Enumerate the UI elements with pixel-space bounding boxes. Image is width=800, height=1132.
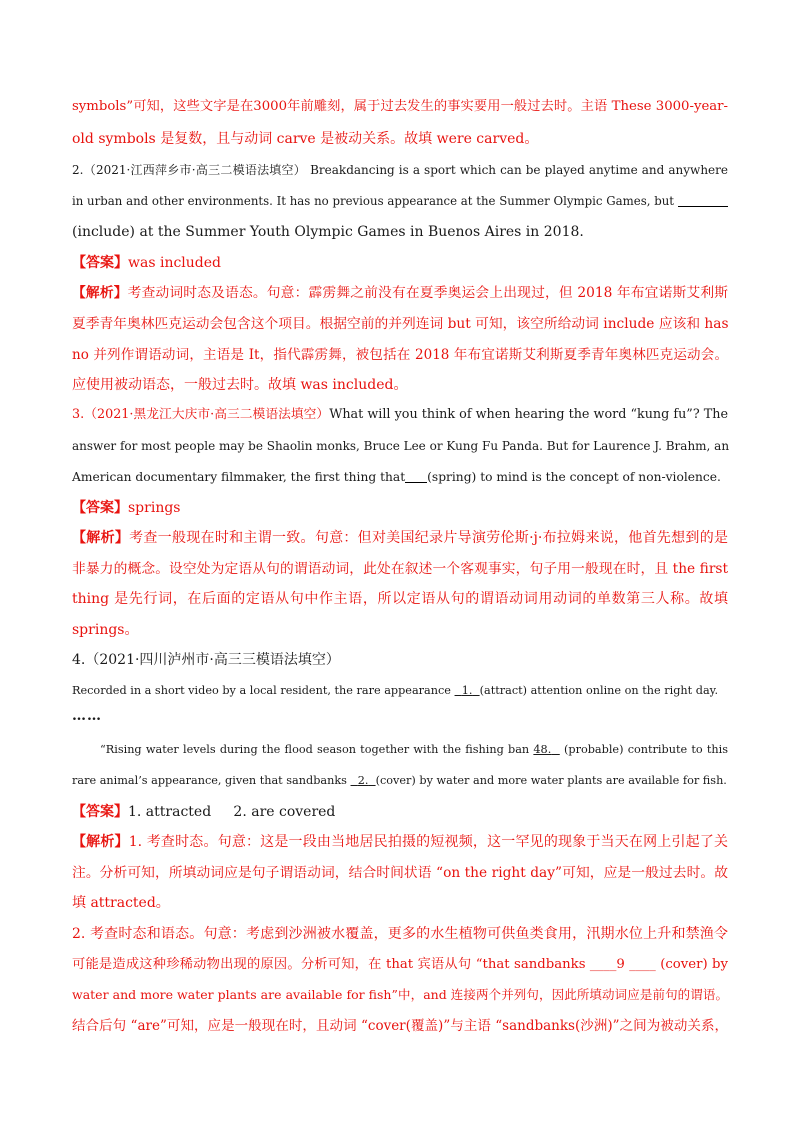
- question-4-line: rare animal’s appearance, given that sandbanks 2. (cover) by water and more water plants are available for fish.: [72, 774, 727, 787]
- answer-line: [72, 499, 728, 517]
- question-3-line: American documentary filmmaker, the first thing that (spring) to mind is the concept of non-violence.: [72, 470, 721, 484]
- explanation-tag: 【解析】: [72, 834, 129, 850]
- ellipsis: ……: [72, 708, 102, 724]
- answer-blank: 1.: [461, 684, 473, 697]
- question-2-line: 2.（2021·江西萍乡市·高三二模语法填空） Breakdancing is a sport which can be played anytime and anywhere: [72, 163, 728, 177]
- question-source: 3.（2021·黑龙江大庆市·高三二模语法填空）: [72, 407, 330, 422]
- answer-line: [72, 254, 728, 272]
- explanation-line: old symbols 是复数，且与动词 carve 是被动关系。故填 were carved。: [72, 131, 539, 147]
- explanation-line: thing 是先行词，在后面的定语从句中作主语，所以定语从句的谓语动词用动词的单数第三人称。故填: [72, 591, 728, 607]
- explanation-tag: 【解析】: [72, 285, 128, 301]
- explanation-line: 可能是造成这种珍稀动物出现的原因。分析可知，在 that 宾语从句 “that sandbanks ____9 ____ (cover) by: [72, 957, 728, 972]
- question-2-line: (include) at the Summer Youth Olympic Games in Buenos Aires in 2018.: [72, 224, 584, 240]
- answer-blank: 2.: [357, 774, 369, 787]
- explanation-line: no 并列作谓语动词，主语是 It，指代霹雳舞，被包括在 2018 年布宜诺斯艾利斯夏季青年奥林匹克运动会。: [72, 347, 728, 363]
- explanation-line: 应使用被动语态，一般过去时。故填 was included。: [72, 377, 408, 393]
- explanation-line: 【解析】1. 考查时态。句意：这是一段由当地居民拍摄的短视频，这一罕见的现象于当天在网上引起了关: [72, 834, 728, 850]
- answer-tag: 【答案】: [72, 500, 128, 516]
- explanation-line: water and more water plants are available for fish”中，and 连接两个并列句，因此所填动词应是前句的谓语。: [72, 987, 728, 1002]
- explanation-tag: 【解析】: [72, 530, 130, 546]
- question-source: 4.（2021·四川泸州市·高三三模语法填空）: [72, 652, 340, 668]
- question-4-line: “Rising water levels during the flood season together with the fishing ban 48. (probable) contribute to this: [100, 743, 729, 756]
- explanation-line: 结合后句 “are”可知，应是一般现在时，且动词 “cover(覆盖)”与主语 “sandbanks(沙洲)”之间为被动关系，: [72, 1018, 728, 1034]
- explanation-line: springs。: [72, 622, 139, 638]
- explanation-line: 填 attracted。: [72, 895, 170, 911]
- explanation-line: 非暴力的概念。设空处为定语从句的谓语动词，此处在叙述一个客观事实，句子用一般现在时，且 the first: [72, 561, 728, 577]
- question-4-line: Recorded in a short video by a local resident, the rare appearance 1. (attract) attention online on the right day.: [72, 684, 719, 697]
- explanation-line: 夏季青年奥林匹克运动会包含这个项目。根据空前的并列连词 but 可知，该空所给动词 include 应该和 has: [72, 316, 729, 332]
- explanation-line: symbols”可知，这些文字是在3000年前雕刻，属于过去发生的事实要用一般过去时。主语 These 3000-year-: [72, 99, 728, 114]
- answer-blank: [678, 192, 728, 207]
- explanation-line: 【解析】考查动词时态及语态。句意：霹雳舞之前没有在夏季奥运会上出现过，但 2018 年布宜诺斯艾利斯: [72, 285, 728, 301]
- question-3-line: answer for most people may be Shaolin monks, Bruce Lee or Kung Fu Panda. But for Laurence J. Brahm, an: [72, 439, 730, 453]
- answer-text: was included: [128, 255, 222, 271]
- answer-blank: 48.: [533, 743, 552, 756]
- answer-line: [72, 803, 728, 821]
- question-2-line: in urban and other environments. It has no previous appearance at the Summer Olympic Games, but: [72, 192, 728, 210]
- answer-text: 1. attracted 2. are covered: [128, 804, 336, 820]
- explanation-line: 【解析】考查一般现在时和主谓一致。句意：但对美国纪录片导演劳伦斯·j·布拉姆来说，他首先想到的是: [72, 530, 728, 546]
- answer-blank: [405, 468, 427, 483]
- answer-tag: 【答案】: [72, 804, 128, 820]
- explanation-line: 注。分析可知，所填动词应是句子谓语动词，结合时间状语 “on the right day”可知，应是一般过去时。故: [72, 865, 728, 881]
- question-3-line: 3.（2021·黑龙江大庆市·高三二模语法填空）What will you think of when hearing the word “kung fu”? The: [72, 407, 728, 422]
- explanation-line: 2. 考查时态和语态。句意：考虑到沙洲被水覆盖，更多的水生植物可供鱼类食用，汛期水位上升和禁渔令: [72, 926, 728, 942]
- answer-tag: 【答案】: [72, 255, 128, 271]
- answer-text: springs: [128, 500, 181, 516]
